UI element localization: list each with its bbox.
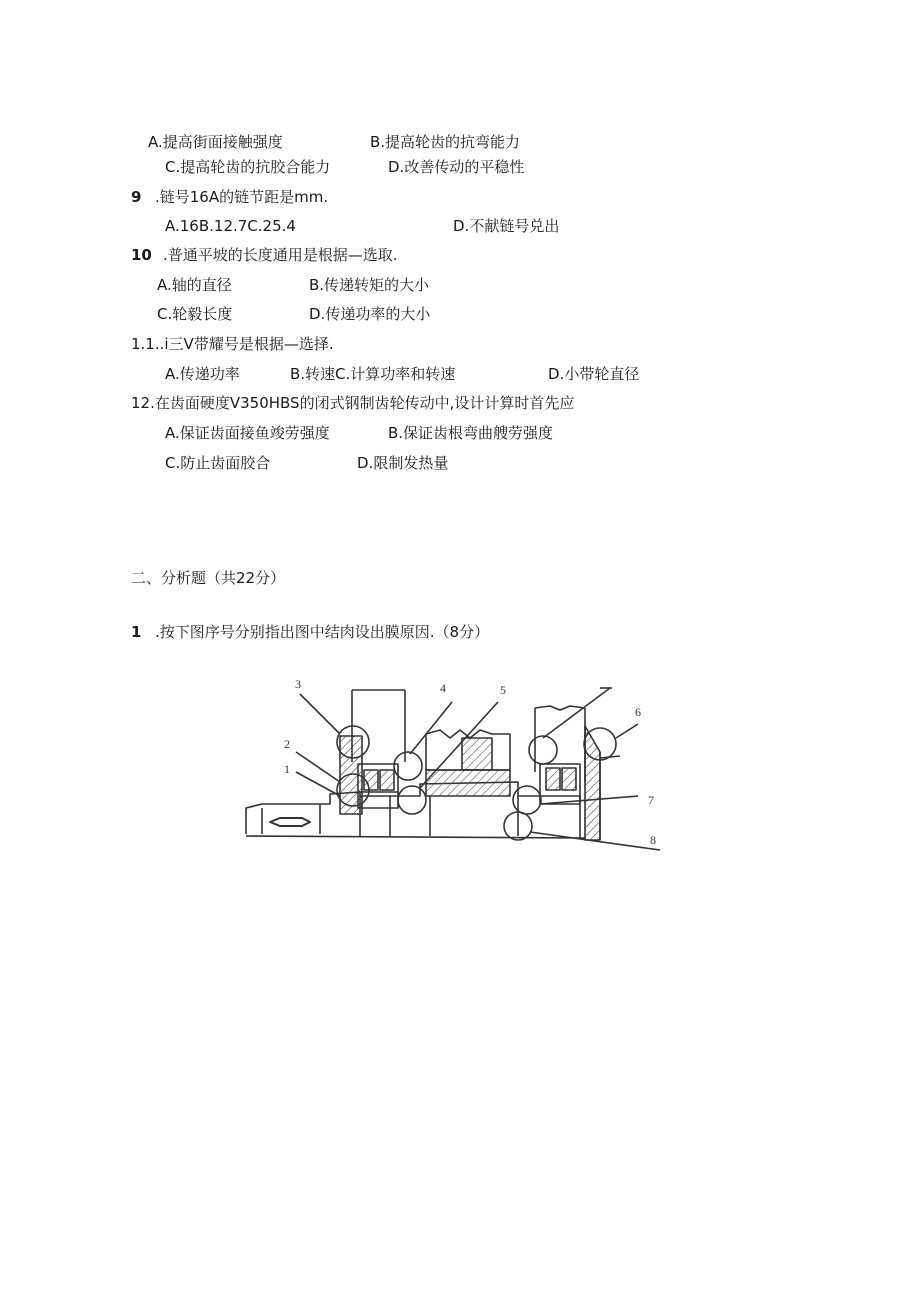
question-12-option-a: A.保证齿面接鱼竣劳强度 [165,424,330,442]
question-12-option-b: B.保证齿根弯曲艘劳强度 [388,424,554,442]
label-8: 8 [650,833,656,847]
question-11-option-bc: B.转速C.计算功率和转速 [290,365,456,383]
analysis-question-1-text: .按下图序号分别指出图中结肉设出膜原因.（8分） [155,623,490,641]
question-10-option-a: A.轴的直径 [157,276,232,294]
question-9-number: 9 [131,188,142,206]
label-3: 3 [295,677,301,691]
question-11-option-a: A.传递功率 [165,365,240,383]
question-11-option-d: D.小带轮直径 [548,365,640,383]
question-9-text: .链号16A的链节距是mm. [155,188,329,206]
option-c: C.提高轮齿的抗胶合能力 [165,158,331,176]
question-9-options-abc: A.16B.12.7C.25.4 [165,217,296,235]
label-2: 2 [284,737,290,751]
label-6: 6 [635,705,641,719]
shaft-assembly-drawing [240,672,680,862]
question-12-option-c: C.防止齿面胶合 [165,454,271,472]
question-10-text: .普通平坡的长度通用是根据—选取. [163,246,398,264]
option-d: D.改善传动的平稳性 [388,158,525,176]
question-10-option-d: D.传递功率的大小 [309,305,431,323]
option-b: B.提高轮齿的抗弯能力 [370,133,521,151]
question-10-option-b: B.传递转矩的大小 [309,276,430,294]
question-12-text: 12.在齿面硬度V350HBS的闭式钢制齿轮传动中,设计计算时首先应 [131,394,575,412]
question-11-text: 1.1..i三V带耀号是根据—选择. [131,335,334,353]
label-1: 1 [284,762,290,776]
section-2-title: 二、分析题（共22分） [131,569,286,587]
label-5: 5 [500,683,506,697]
analysis-question-1-number: 1 [131,623,142,641]
question-12-option-d: D.限制发热量 [357,454,449,472]
question-10-number: 10 [131,246,152,264]
question-9-option-d: D.不献链号兑出 [453,217,560,235]
label-4: 4 [440,681,446,695]
label-7: 7 [648,793,654,807]
question-10-option-c: C.轮毅长度 [157,305,233,323]
option-a: A.提高街面接触强度 [148,133,283,151]
